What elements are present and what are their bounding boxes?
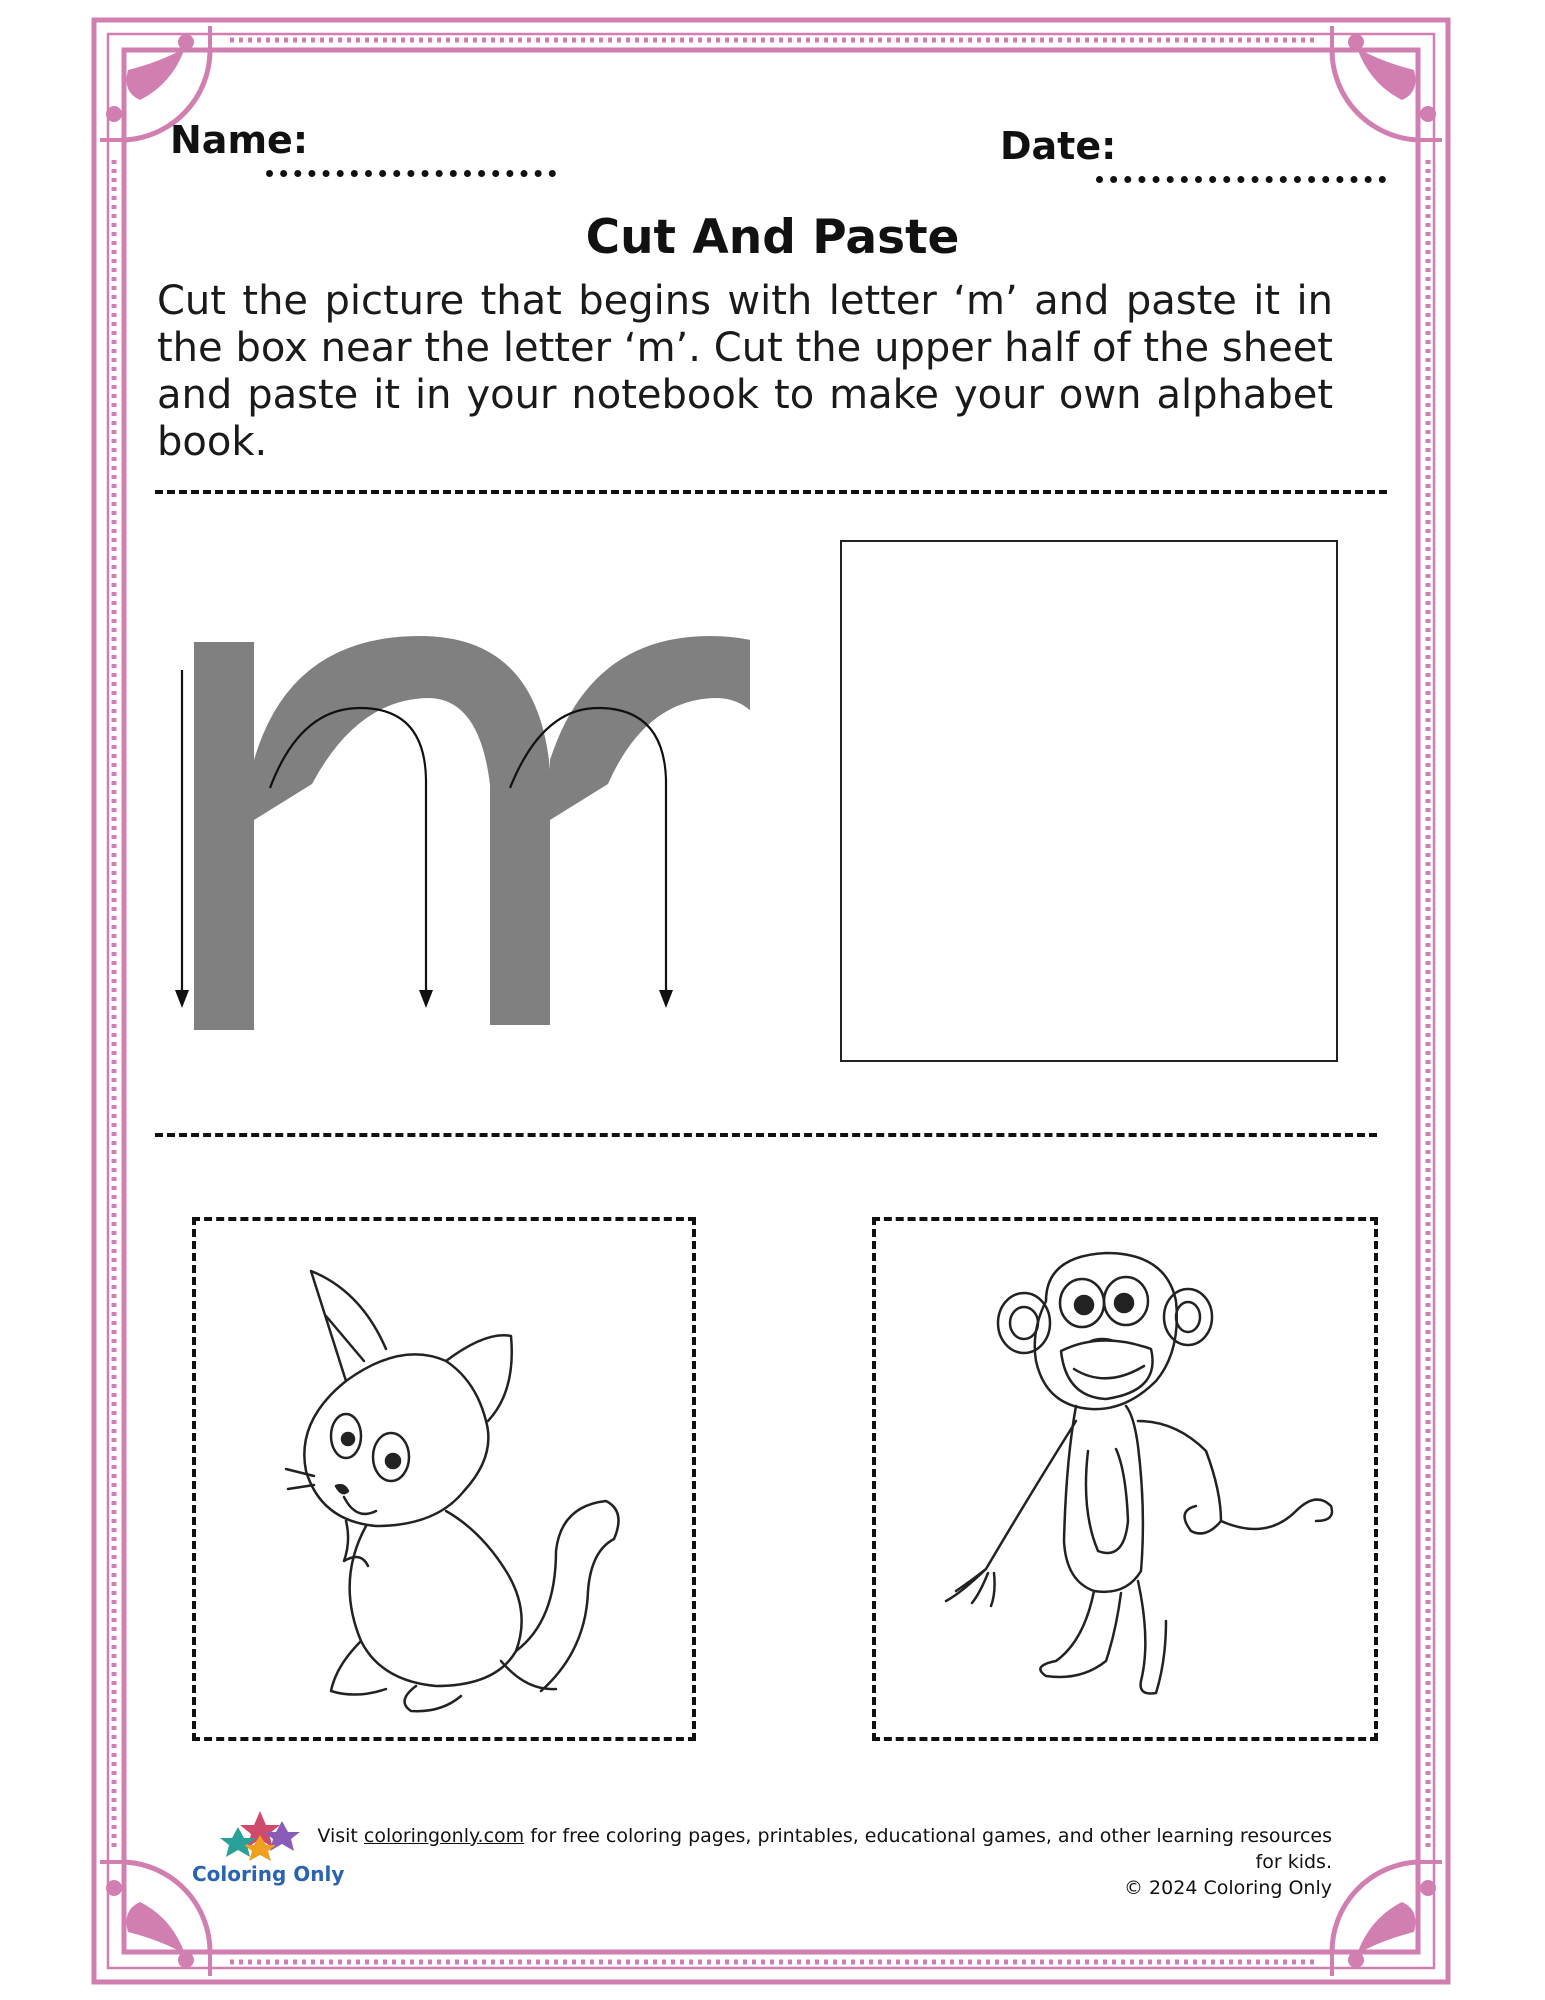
date-label: Date:	[1000, 124, 1117, 168]
coloring-only-logo-icon	[218, 1805, 308, 1863]
copyright: © 2024 Coloring Only	[1124, 1877, 1332, 1899]
cut-line-middle	[155, 1133, 1377, 1137]
name-field[interactable]	[266, 170, 556, 177]
cat-icon	[196, 1221, 692, 1737]
monkey-icon	[876, 1221, 1374, 1737]
corner-ornament-icon	[1332, 26, 1442, 140]
name-label: Name:	[170, 118, 309, 162]
page-title: Cut And Paste	[585, 210, 960, 265]
cut-line-top	[155, 490, 1387, 494]
footer-text-after: for free coloring pages, printables, educational games, and other learning resources for kids.	[524, 1825, 1332, 1873]
picture-box-cat[interactable]	[192, 1217, 696, 1741]
paste-box[interactable]	[840, 540, 1338, 1062]
picture-box-monkey[interactable]	[872, 1217, 1378, 1741]
footer-text	[300, 1823, 1332, 1901]
footer-text-before: Visit	[317, 1825, 364, 1847]
footer-link[interactable]: coloringonly.com	[363, 1825, 525, 1847]
instructions-text: Cut the picture that begins with letter ‘m’ and paste it in the box near the letter ‘m’. Cut the upper half of the sheet and paste it in your notebook to make your own alphabet book.	[157, 278, 1333, 465]
corner-ornament-icon	[1332, 1862, 1442, 1976]
letter-m-tracing	[150, 620, 750, 1030]
footer-line	[300, 1823, 1332, 1875]
brand-name: Coloring Only	[192, 1862, 345, 1886]
date-field[interactable]	[1096, 176, 1386, 183]
